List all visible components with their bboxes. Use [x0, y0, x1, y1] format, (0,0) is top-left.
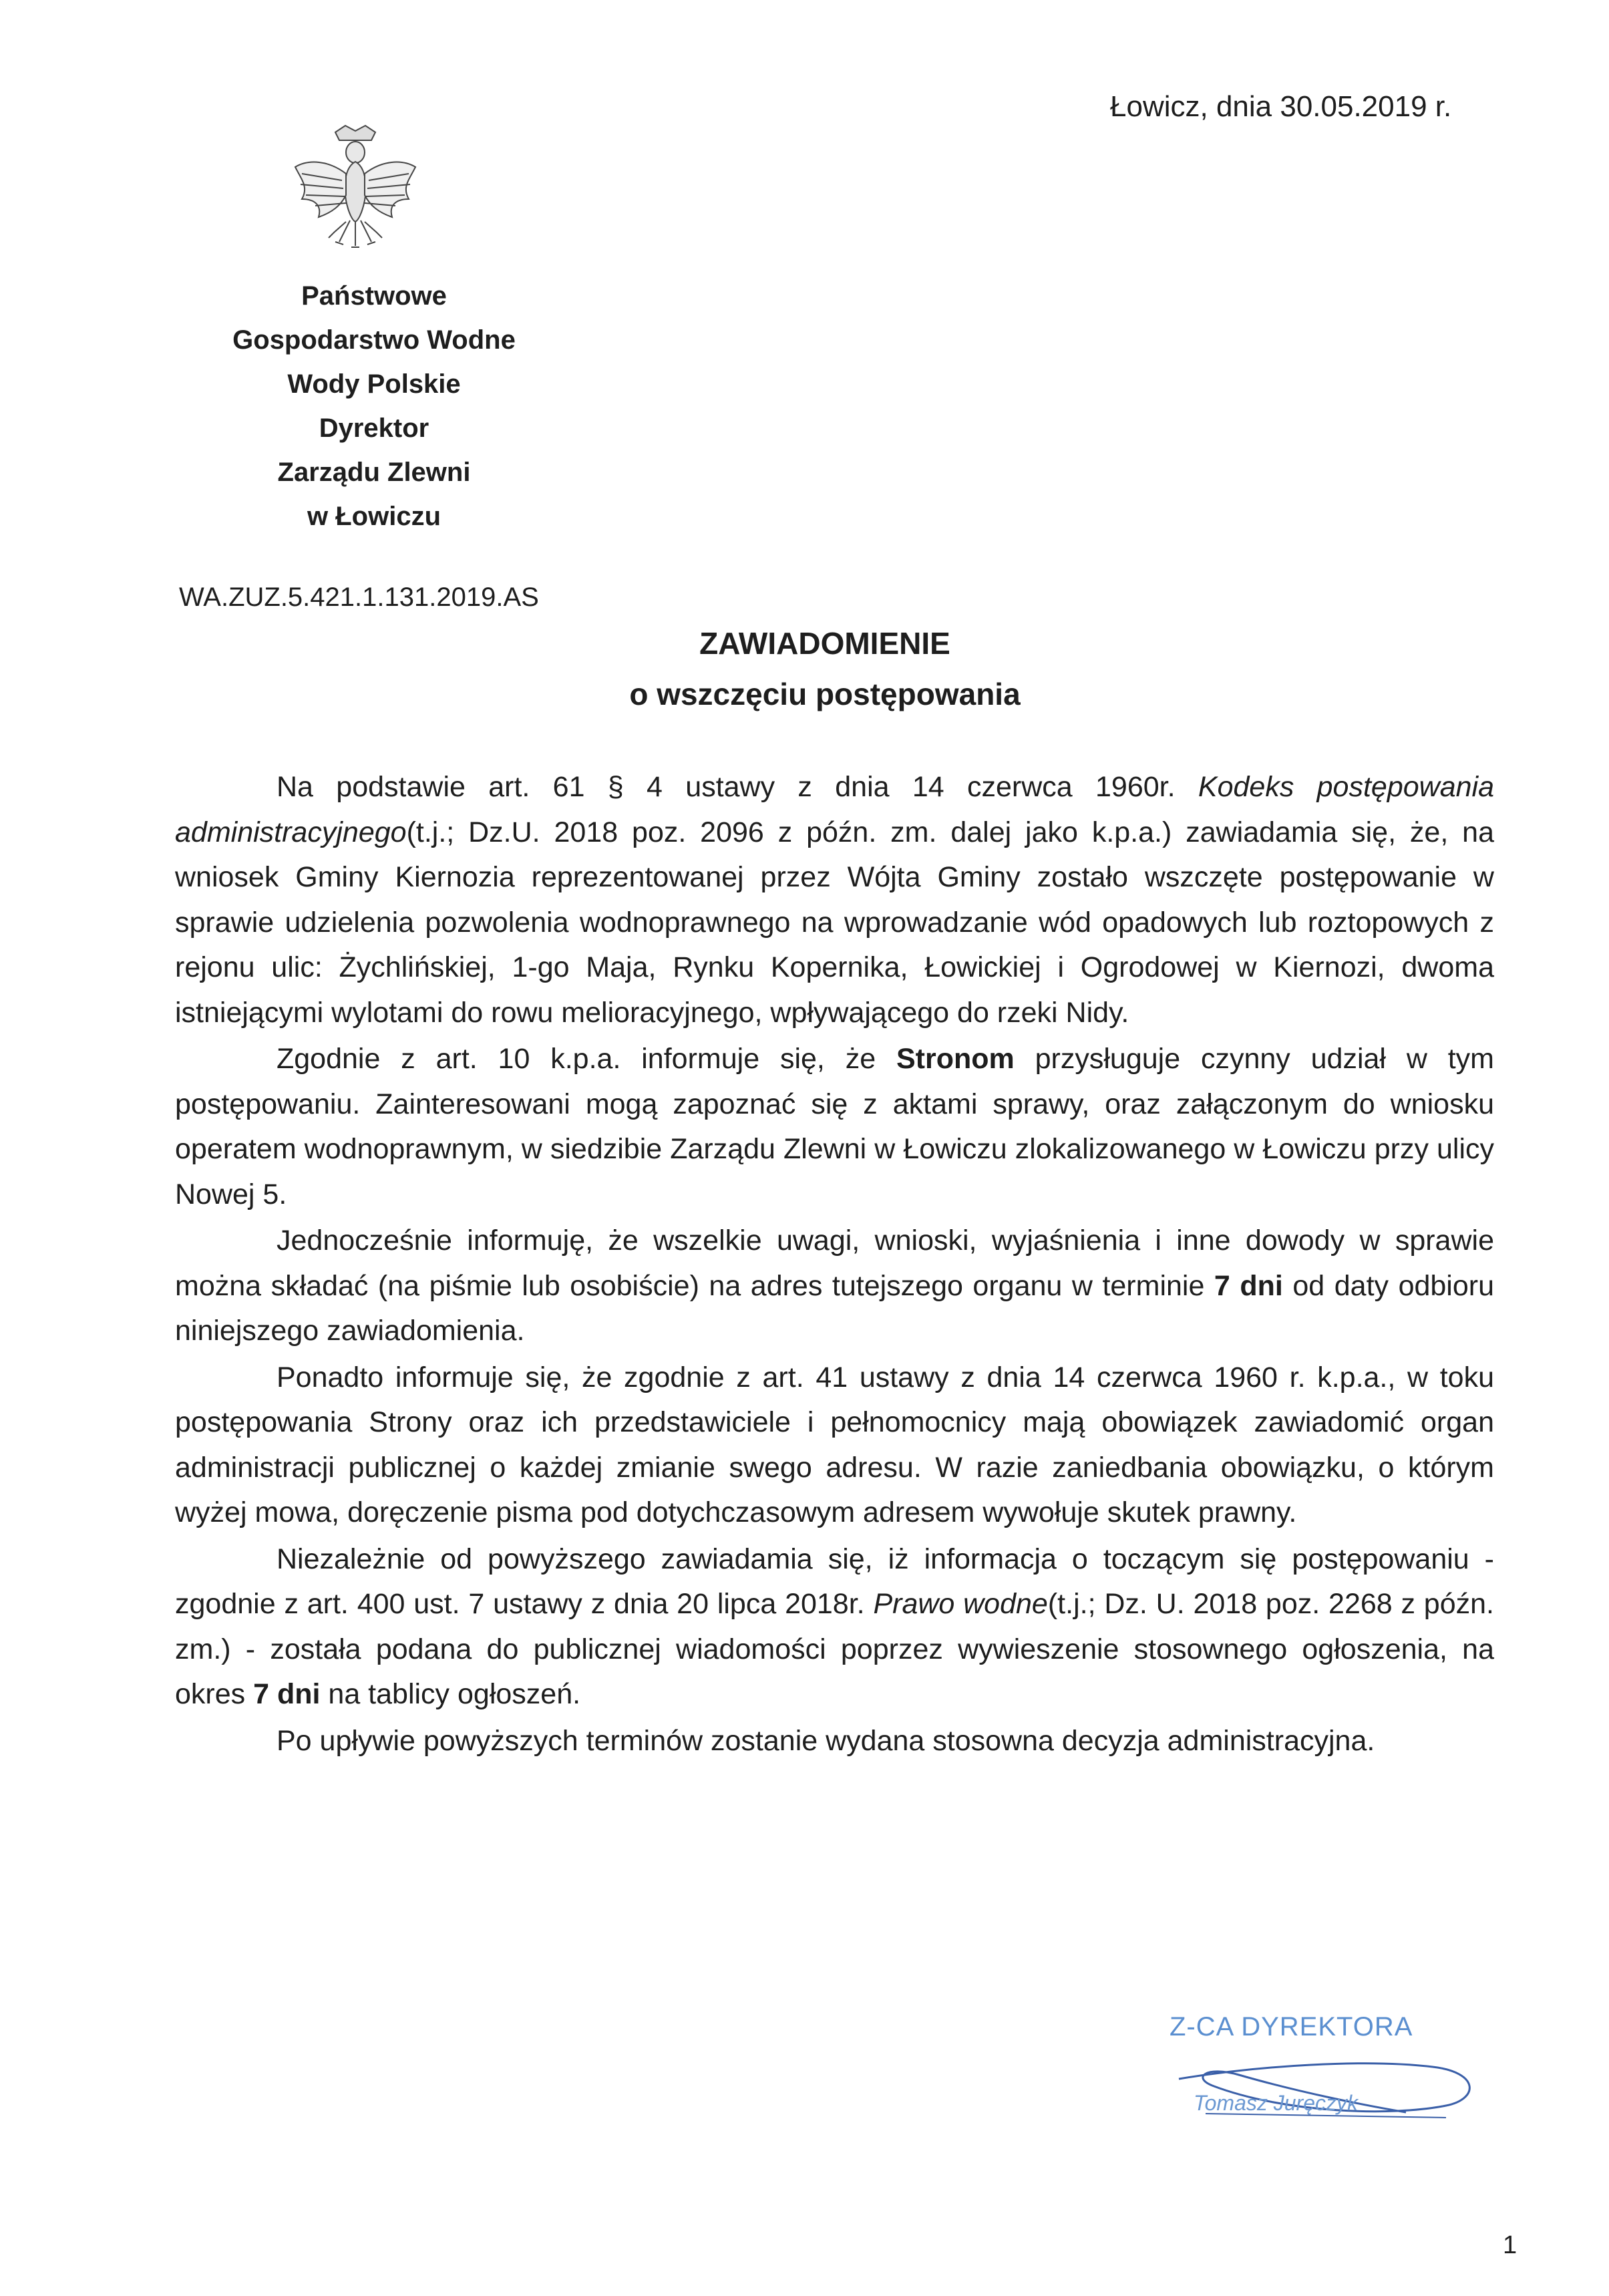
page-number: 1: [1503, 2231, 1517, 2259]
paragraph-1: [175, 765, 1494, 1035]
text-run: (t.j.; Dz. U. 2018 poz. 2268 z późn. zm.) - została podana do publicznej wiadomości poprzez wywieszenie stosownego ogłoszenia, na okres: [175, 1588, 1494, 1710]
italic-text: Kodeks postępowania administracyjnego: [175, 771, 1495, 848]
institution-line: Państwowe: [301, 281, 447, 311]
paragraph-2: [175, 1037, 1494, 1217]
document-title: [468, 618, 1182, 719]
signature-scribble-icon: [1166, 2039, 1486, 2139]
bold-text: Stronom: [896, 1043, 1015, 1075]
text-run: przysługuje czynny udział w tym postępowaniu. Zainteresowani mogą zapoznać się z aktami sprawy, oraz załączonym do wniosku operatem wodnoprawnym, w siedzibie Zarządu Zlewni w Łowiczu zlokalizowanego w Łowiczu przy ulicy Nowej 5.: [175, 1043, 1494, 1210]
reference-number: WA.ZUZ.5.421.1.131.2019.AS: [179, 583, 539, 612]
signature-stamp: [1166, 2012, 1486, 2139]
document-body: [175, 765, 1494, 1764]
signature-name: Tomasz Juręczyk: [1194, 2091, 1358, 2115]
signature-title: Z-CA DYREKTORA: [1170, 2012, 1413, 2041]
institution-line: Gospodarstwo Wodne: [232, 325, 516, 355]
bold-text: 7 dni: [1214, 1269, 1283, 1302]
paragraph-5: [175, 1537, 1494, 1717]
paragraph-6: Po upływie powyższych terminów zostanie wydana stosowna decyzja administracyjna.: [277, 1724, 1375, 1757]
institution-line: w Łowiczu: [307, 502, 441, 531]
institution-block: [167, 274, 581, 538]
italic-text: Prawo wodne: [873, 1588, 1048, 1620]
bold-text: 7 dni: [253, 1678, 321, 1710]
text-run: na tablicy ogłoszeń.: [320, 1678, 581, 1710]
institution-line: Dyrektor: [319, 414, 429, 443]
text-run: Niezależnie od powyższego zawiadamia się, iż informacja o toczącym się postępowaniu - zgodnie z art. 400 ust. 7 ustawy z dnia 20 lipca 2018r.: [175, 1542, 1494, 1620]
title-line-2: o wszczęciu postępowania: [629, 677, 1021, 711]
text-run: Na podstawie art. 61 § 4 ustawy z dnia 14 czerwca 1960r.: [277, 771, 1198, 803]
title-line-1: ZAWIADOMIENIE: [699, 626, 950, 661]
polish-eagle-emblem-icon: [289, 120, 422, 261]
text-run: Jednocześnie informuję, że wszelkie uwagi, wnioski, wyjaśnienia i inne dowody w sprawie można składać (na piśmie lub osobiście) na adres tutejszego organu w terminie: [175, 1224, 1494, 1302]
paragraph-4: Ponadto informuje się, że zgodnie z art. 41 ustawy z dnia 14 czerwca 1960 r. k.p.a., w toku postępowania Strony oraz ich przedstawiciele i pełnomocnicy mają obowiązek zawiadomić organ administracji publicznej o każdej zmianie swego adresu. W razie zaniedbania obowiązku, o którym wyżej mowa, doręczenie pisma pod dotychczasowym adresem wywołuje skutek prawny.: [175, 1361, 1494, 1528]
text-run: Zgodnie z art. 10 k.p.a. informuje się, że: [277, 1043, 896, 1075]
institution-line: Zarządu Zlewni: [277, 458, 471, 487]
text-run: (t.j.; Dz.U. 2018 poz. 2096 z późn. zm. dalej jako k.p.a.) zawiadamia się, że, na wniosek Gminy Kiernozia reprezentowanej przez Wójta Gminy zostało wszczęte postępowanie w sprawie udzielenia pozwolenia wodnoprawnego na wprowadzanie wód opadowych lub roztopowych z rejonu ulic: Żychlińskiej, 1-go Maja, Rynku Kopernika, Łowickiej i Ogrodowej w Kiernozi, dwoma istniejącymi wylotami do rowu melioracyjnego, wpływającego do rzeki Nidy.: [175, 816, 1494, 1029]
paragraph-3: [175, 1218, 1494, 1354]
document-date: Łowicz, dnia 30.05.2019 r.: [1110, 90, 1452, 123]
institution-line: Wody Polskie: [287, 369, 461, 399]
text-run: od daty odbioru niniejszego zawiadomienia.: [175, 1269, 1495, 1347]
